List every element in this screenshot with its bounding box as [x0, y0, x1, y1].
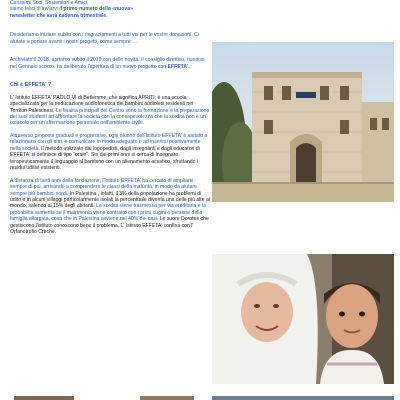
method-text-a: Attraverso proposte graduali e progressive, ogni alunno dell'Istituto EFFETA' è aiutato a relazionarsi con gli altri, e comunicare in modo adeguato e ad inserirsi positivamente nella società. — [10, 132, 208, 152]
method-paragraph — [10, 133, 210, 172]
history-text-a: A distanza di tanti anni dalla fondazione, l'Istituto EFFETA' ha cercato di ampliarsi sempre di più, arrivando a comprendere le classi della maturità, in modo da aiutare sempre più bambini sordi. — [10, 177, 197, 197]
bottom-photo-strip-mid — [140, 396, 194, 400]
who-text-b: Le finalità principali del Centro sono la formazione e la preparazione dei suoi studenti ad affrontare la società con la consapevolezza che la sordità non è un ostacolo per un'affermazione personale nell'ambiente civile. — [10, 107, 210, 127]
intro-line3: newsletter che avrà cadenza trimestrale. — [10, 12, 108, 19]
who-text-a: L' Istituto EFFETA' PAOLO VI di Betlemme, che significa APRITI, è una scuola specializzata per la rieducazione audiofonetica dei bambini audiolesi residenti nei Territori Palestinesi. — [10, 94, 194, 114]
method-text-b: Il metodo utilizzato dai logopedisti, dagli insegnanti e dagli educatori di EFFETA' si definisce di tipo "orale". Sin dai primi anni si cerca di insegnare terapeuticamente il linguaggio al bambino con un allenamento acustico, sfruttando i residui uditivi esistenti. — [10, 145, 200, 172]
archive-text: Archiviato il 2018, apriamo subito il 2019 con delle novità. Il consiglio direttivo, riunitosi nel Gennaio scorso, ha deliberato l'apertura di un nuovo progetto con — [10, 57, 205, 70]
nun-with-child-photo — [212, 254, 394, 384]
bottom-photo-strip-left — [14, 396, 74, 400]
history-text-c: La sordità viene trasmessa per via ereditaria e la probabilità aumenta se il matrimonio viene contratto con i primi cugini o persone della famiglia allargata, cosa che in Palestina avviene nel 40% dei casi. — [10, 203, 206, 223]
newsletter-text-column — [10, 0, 210, 242]
history-text-d: Le suore Dorotee che gestiscono l'istituto conoscono bene il problema. L' Istituto EFFETA' confina con l' Orfanotrofio Crèche. — [10, 216, 209, 236]
history-text-b: In Palestina , infatti, il 3% della popolazione ha problemi di udito e in alcuni villaggi particolarmente isolati la percentuale diventa una delle più alte al mondo, salendo al 15% degli abitanti. — [10, 190, 210, 210]
section-heading: Chi è EFFETA' ? — [10, 82, 52, 89]
who-paragraph — [10, 95, 210, 127]
intro-greeting: Carissimi Soci, Sostenitori e Amici, — [10, 0, 89, 6]
intro-paragraph — [10, 0, 210, 19]
archive-effeta: EFFETA'. — [167, 63, 190, 70]
history-paragraph — [10, 178, 210, 236]
bottom-photo-strip-right — [212, 396, 394, 400]
archive-paragraph — [10, 57, 210, 70]
building-photo — [212, 42, 394, 202]
intro-line2-b: il primo numero della «nuova» — [59, 6, 133, 13]
intro-line2-a: siamo felici di inviarvi — [10, 6, 60, 13]
thanks-paragraph: Desideriamo iniziare subito con i ringraziamenti a tutti voi per le vostre donazioni. Ci aiutate a portare avanti i nostri progetti, come sempre … — [10, 32, 199, 45]
